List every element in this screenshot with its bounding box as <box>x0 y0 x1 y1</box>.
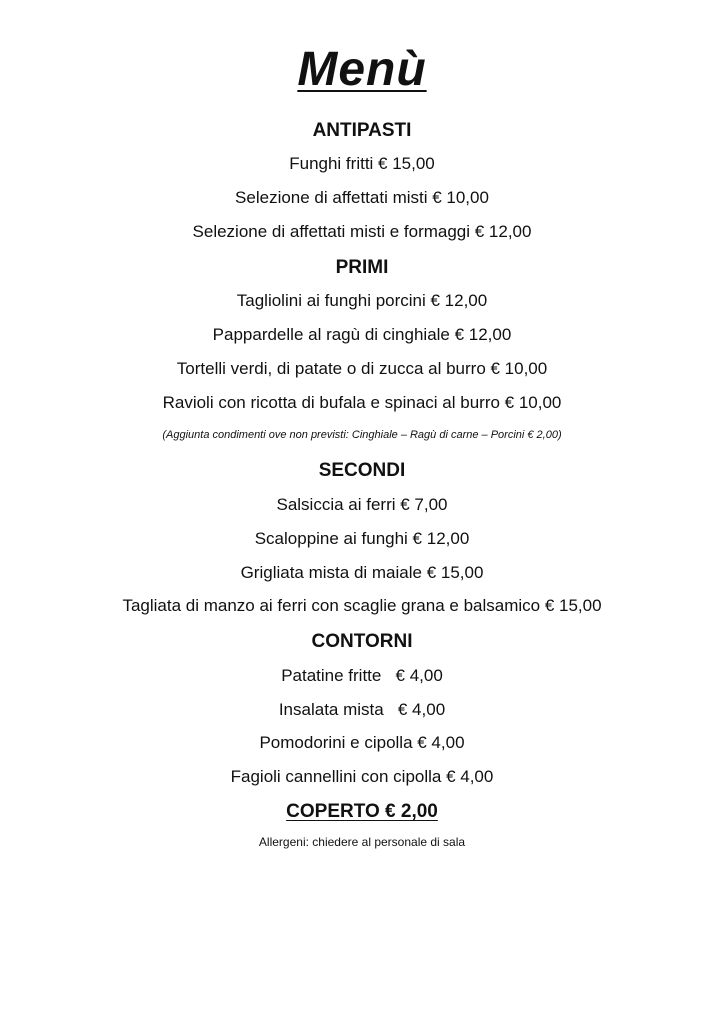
menu-item: Selezione di affettati misti e formaggi € 12,00 <box>192 222 532 241</box>
menu-item: Tagliolini ai funghi porcini € 12,00 <box>236 291 488 310</box>
menu-item: Tortelli verdi, di patate o di zucca al burro € 10,00 <box>176 359 548 378</box>
menu-item: Patatine fritte € 4,00 <box>281 666 443 685</box>
condiments-note: (Aggiunta condimenti ove non previsti: Cinghiale – Ragù di carne – Porcini € 2,00) <box>162 429 562 441</box>
menu-item: Ravioli con ricotta di bufala e spinaci al burro € 10,00 <box>162 393 562 412</box>
menu-item: Insalata mista € 4,00 <box>278 700 446 719</box>
menu-title <box>0 43 724 96</box>
menu-item: Salsiccia ai ferri € 7,00 <box>276 495 448 514</box>
menu-item: Selezione di affettati misti € 10,00 <box>235 188 489 207</box>
section-heading-antipasti: ANTIPASTI <box>312 120 412 141</box>
menu-item: Pappardelle al ragù di cinghiale € 12,00 <box>212 325 512 344</box>
section-heading-secondi: SECONDI <box>318 460 406 481</box>
menu-item: Fagioli cannellini con cipolla € 4,00 <box>230 767 494 786</box>
menu-item: Tagliata di manzo ai ferri con scaglie grana e balsamico € 15,00 <box>122 596 602 615</box>
menu-item: Funghi fritti € 15,00 <box>289 154 435 173</box>
section-heading-primi: PRIMI <box>335 257 389 278</box>
menu-item: Grigliata mista di maiale € 15,00 <box>240 563 484 582</box>
coperto-charge <box>0 802 724 821</box>
menu-title-text: Menù <box>297 43 427 96</box>
menu-item: Scaloppine ai funghi € 12,00 <box>254 529 470 548</box>
coperto-text: COPERTO € 2,00 <box>286 801 438 822</box>
menu-item: Pomodorini e cipolla € 4,00 <box>259 733 465 752</box>
allergens-note: Allergeni: chiedere al personale di sala <box>258 835 466 849</box>
section-heading-contorni: CONTORNI <box>311 631 413 652</box>
